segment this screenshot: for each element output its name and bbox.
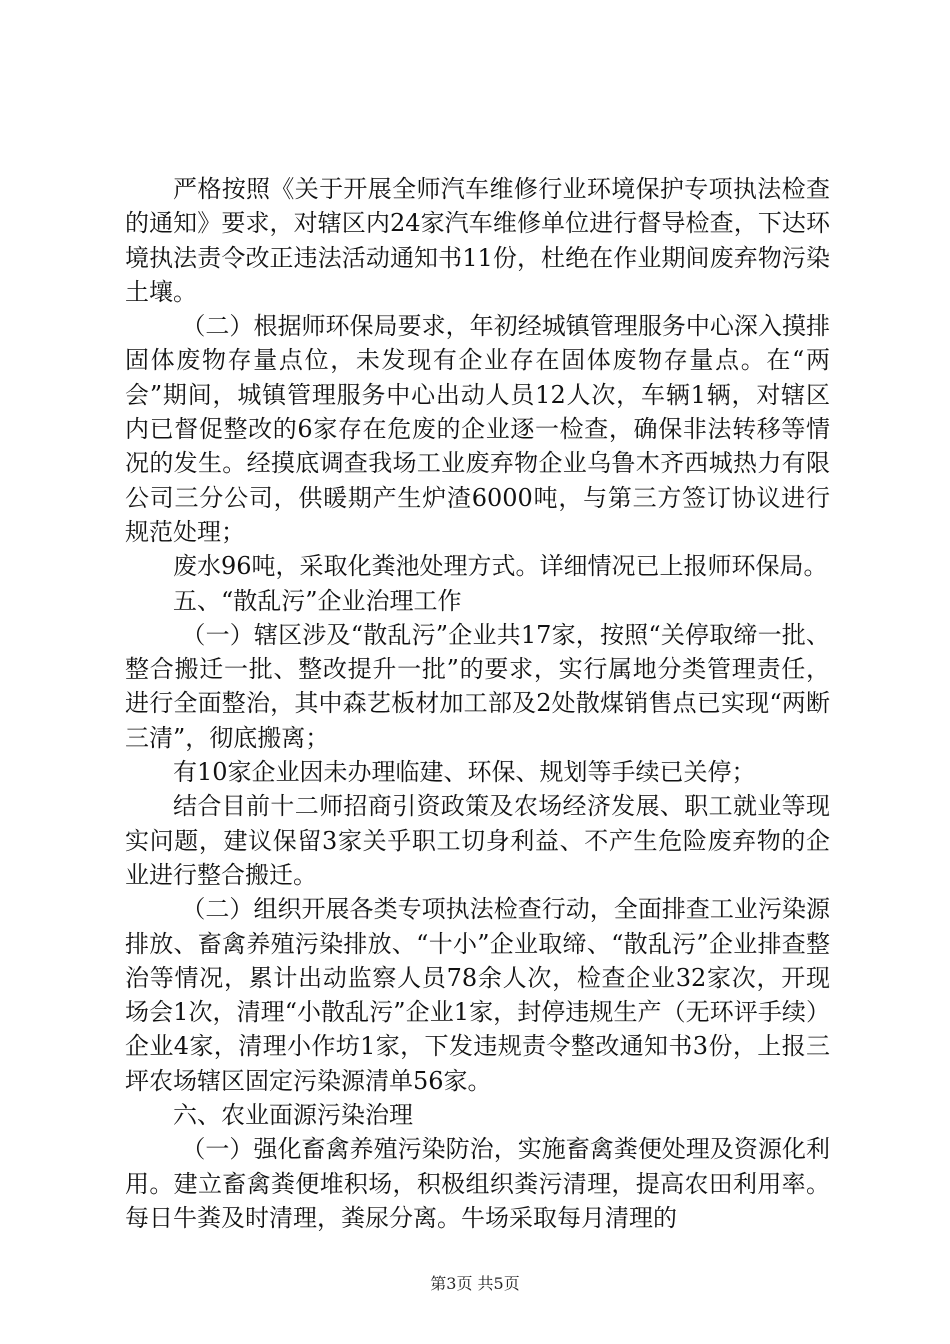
paragraph-solid-waste: （二）根据师环保局要求，年初经城镇管理服务中心深入摸排固体废物存量点位，未发现有企业存在固体废物存量点。在“两会”期间，城镇管理服务中心出动人员12人次，车辆1辆，对辖区内已督促整改的6家存在危废的企业逐一检查，确保非法转移等情况的发生。经摸底调查我场工业废弃物企业乌鲁木齐西城热力有限公司三分公司，供暖期产生炉渣6000吨，与第三方签订协议进行规范处理； xyxy=(125,312,830,546)
paragraph-closed-enterprises: 有10家企业因未办理临建、环保、规划等手续已关停； xyxy=(173,758,756,787)
paragraph-relocation-suggestion: 结合目前十二师招商引资政策及农场经济发展、职工就业等现实问题，建议保留3家关乎职工切身利益、不产生危险废弃物的企业进行整合搬迁。 xyxy=(125,792,830,889)
paragraph-scattered-enterprises: （一）辖区涉及“散乱污”企业共17家，按照“关停取缔一批、整合搬迁一批、整改提升一批”的要求，实行属地分类管理责任，进行全面整治，其中森艺板材加工部及2处散煤销售点已实现“两断三清”，彻底搬离； xyxy=(125,620,830,752)
page-number: 第3页 共5页 xyxy=(430,1274,520,1293)
paragraph-special-inspection: （二）组织开展各类专项执法检查行动，全面排查工业污染源排放、畜禽养殖污染排放、“十小”企业取缔、“散乱污”企业排查整治等情况，累计出动监察人员78余人次，检查企业32家次，开现场会1次，清理“小散乱污”企业1家，封停违规生产（无环评手续）企业4家，清理小作坊1家，下发违规责令整改通知书3份，上报三坪农场辖区固定污染源清单56家。 xyxy=(125,895,830,1095)
page-footer xyxy=(0,1271,950,1294)
paragraph-vehicle-repair-inspection: 严格按照《关于开展全师汽车维修行业环境保护专项执法检查的通知》要求，对辖区内24家汽车维修单位进行督导检查，下达环境执法责令改正违法活动通知书11份，杜绝在作业期间废弃物污染土壤。 xyxy=(125,175,830,306)
section-heading-five: 五、“散乱污”企业治理工作 xyxy=(173,586,462,615)
paragraph-wastewater: 废水96吨，采取化粪池处理方式。详细情况已上报师环保局。 xyxy=(173,552,828,581)
section-heading-six: 六、农业面源污染治理 xyxy=(173,1101,413,1130)
paragraph-livestock-pollution: （一）强化畜禽养殖污染防治，实施畜禽粪便处理及资源化利用。建立畜禽粪便堆积场，积极组织粪污清理，提高农田利用率。每日牛粪及时清理，粪尿分离。牛场采取每月清理的 xyxy=(125,1135,830,1232)
document-body xyxy=(125,172,830,1235)
